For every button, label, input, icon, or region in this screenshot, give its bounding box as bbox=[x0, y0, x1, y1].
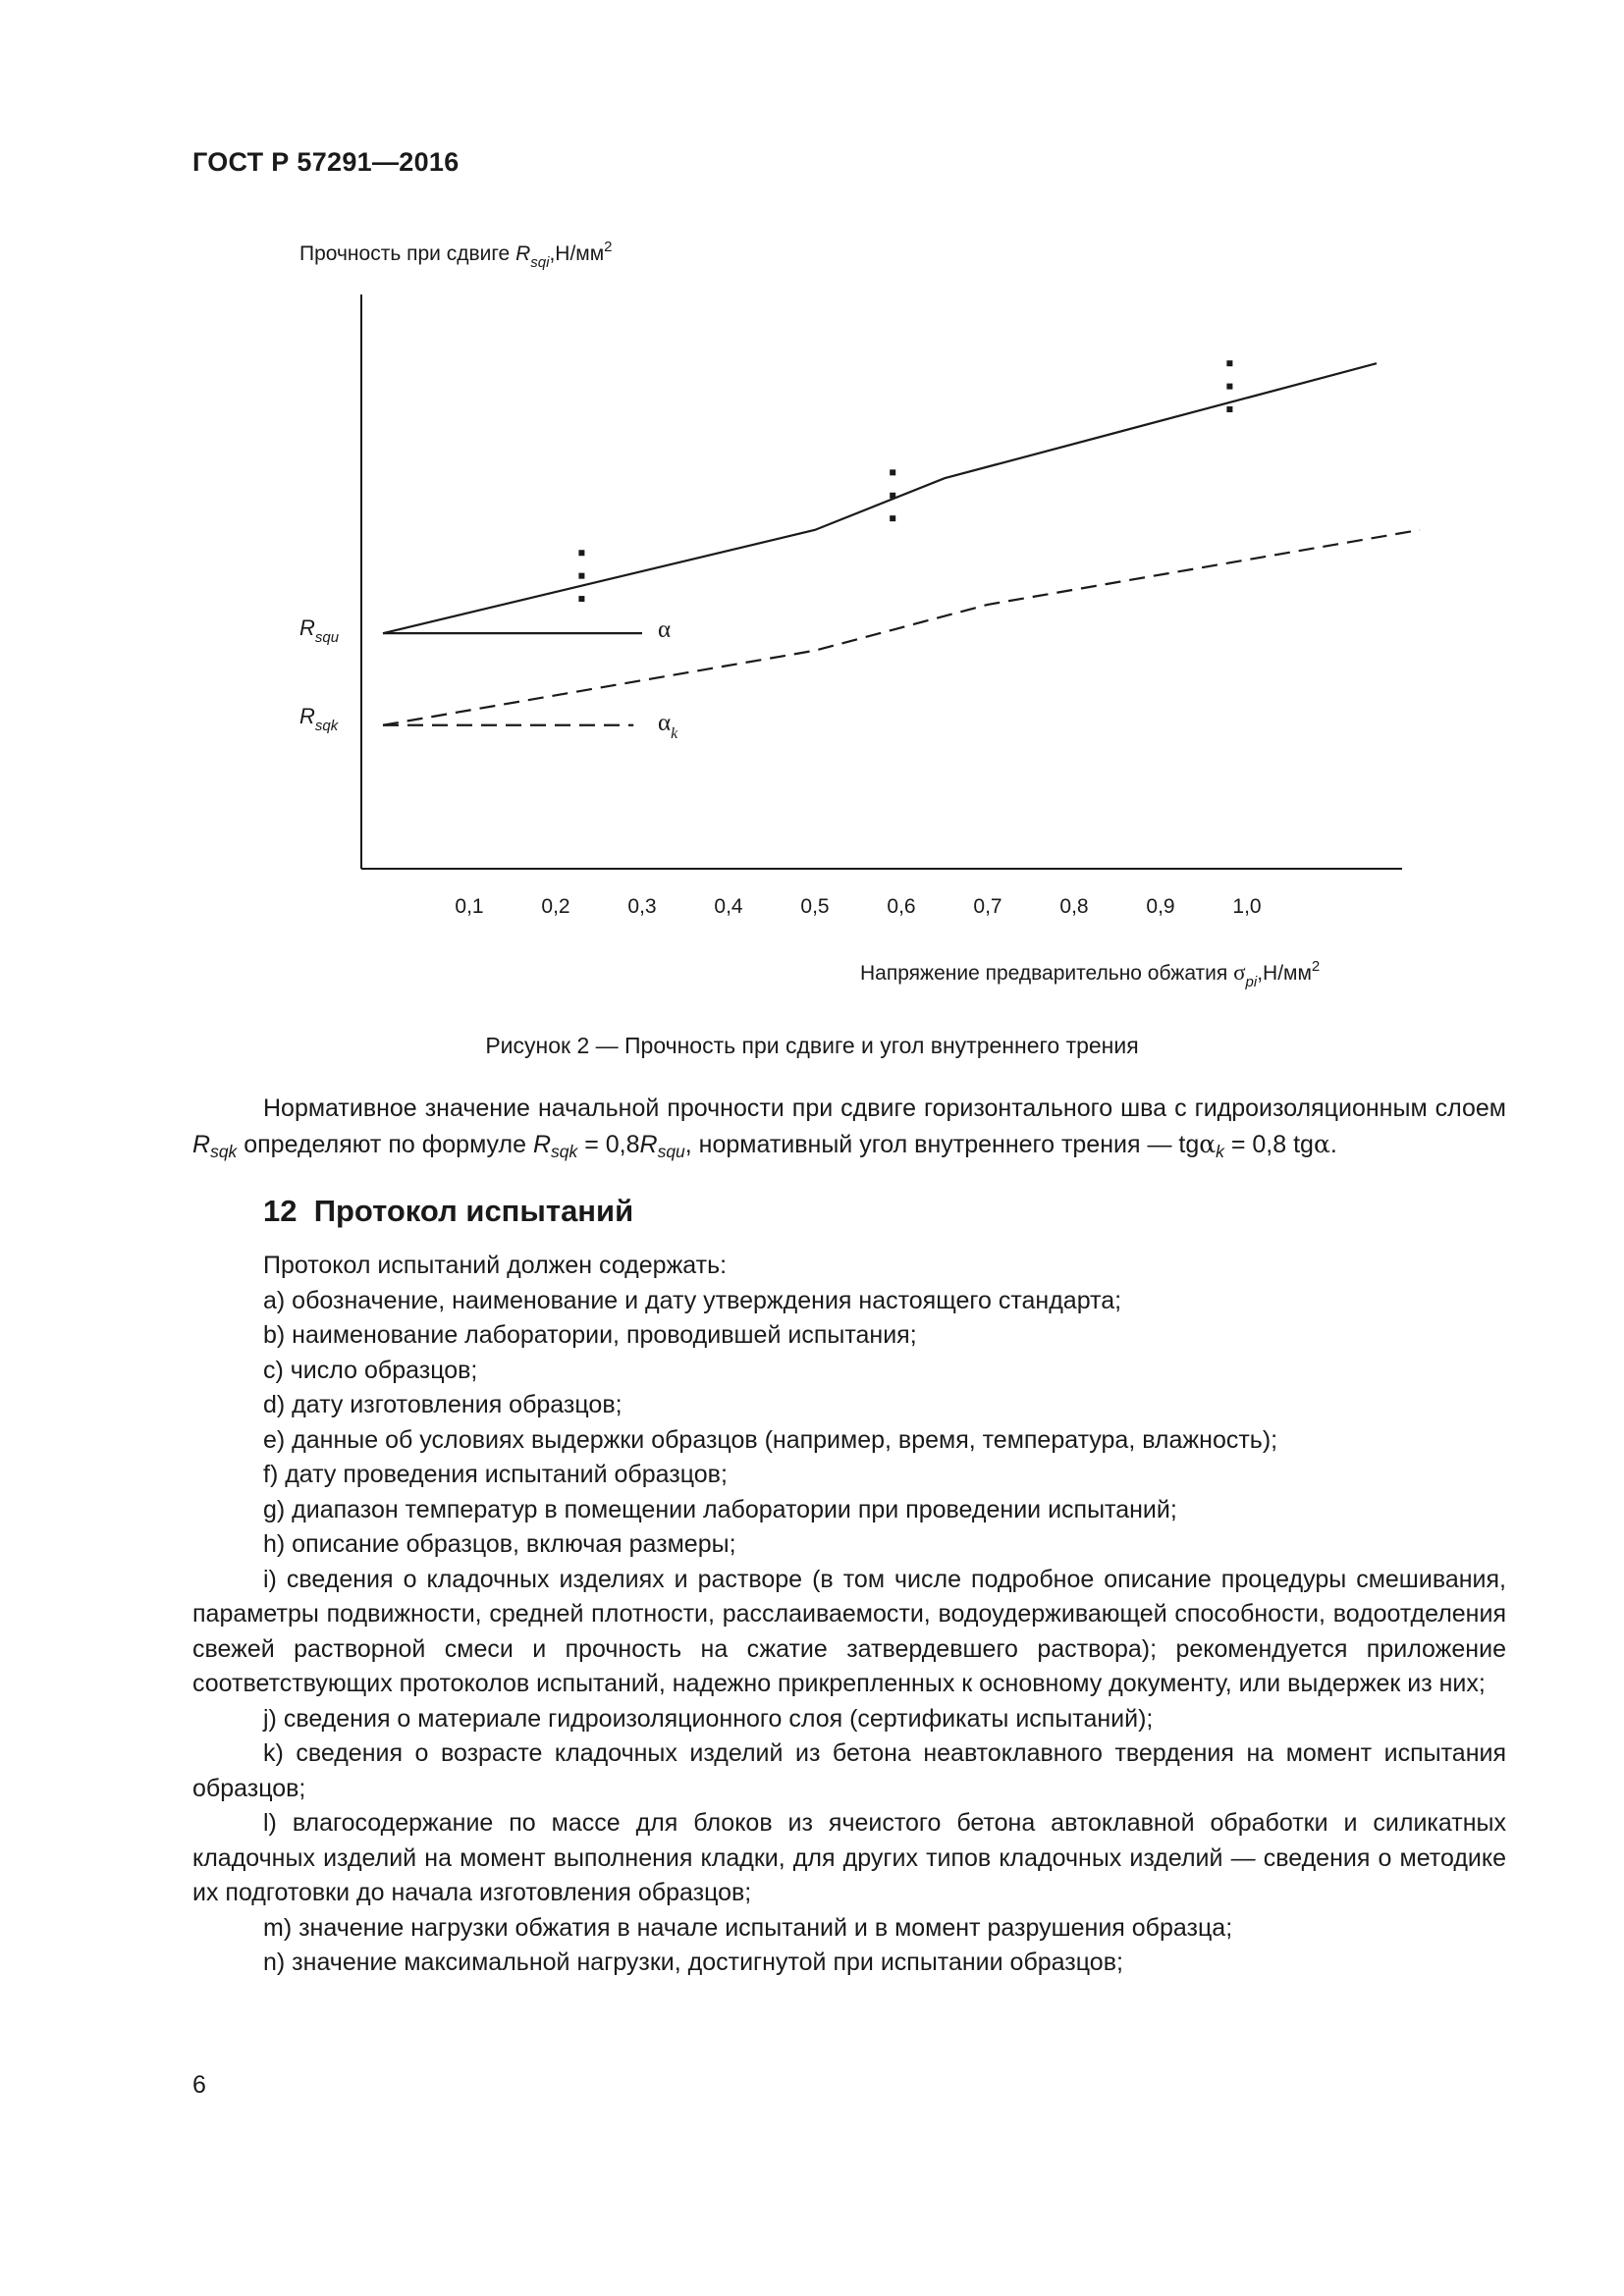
list-item-a: a) обозначение, наименование и дату утверждения настоящего стандарта; bbox=[263, 1286, 1122, 1314]
r-sqk-label: $R_{sqk}$ bbox=[299, 704, 339, 734]
section-title bbox=[263, 1192, 1506, 1231]
x-tick-label: 0,7 bbox=[973, 895, 1002, 918]
x-tick-label: 0,6 bbox=[887, 895, 916, 918]
data-point bbox=[578, 573, 584, 579]
series-line-rsqk bbox=[383, 530, 1420, 725]
figure-chart bbox=[0, 0, 1624, 990]
data-point bbox=[1226, 360, 1232, 366]
figure-caption: Рисунок 2 — Прочность при сдвиге и угол внутреннего трения bbox=[485, 1033, 1139, 1058]
formula-paragraph: Нормативное значение начальной прочности при сдвиге горизонтального шва с гидроизоляционным слоем $R_{sqk}$ определяют по формуле $R_{sqk} = 0,8R_{squ}$, нормативный угол внутреннего трения — tgα$_k$ = 0,8 tgα. bbox=[192, 1095, 1506, 1161]
data-point bbox=[1226, 384, 1232, 390]
list-item-l: l) влагосодержание по массе для блоков из ячеистого бетона автоклавной обработки и силикатных кладочных изделий на момент выполнения кладки, для других типов кладочных изделий — сведения о методике их подготовки до начала изготовления образцов; bbox=[192, 1809, 1506, 1906]
list-item-b: b) наименование лаборатории, проводившей испытания; bbox=[263, 1321, 917, 1349]
list-item-m: m) значение нагрузки обжатия в начале испытаний и в момент разрушения образца; bbox=[263, 1913, 1233, 1942]
x-tick-label: 0,8 bbox=[1059, 895, 1089, 918]
data-point bbox=[578, 550, 584, 556]
section-heading: Протокол испытаний bbox=[313, 1194, 634, 1228]
x-tick-label: 0,5 bbox=[800, 895, 830, 918]
list-item-d: d) дату изготовления образцов; bbox=[263, 1391, 623, 1418]
body-text bbox=[192, 1092, 1506, 1981]
protocol-intro: Протокол испытаний должен содержать: bbox=[263, 1252, 728, 1279]
list-item-k: k) сведения о возрасте кладочных изделий из бетона неавтоклавного твердения на момент испытания образцов; bbox=[192, 1739, 1506, 1802]
data-point bbox=[890, 493, 895, 499]
x-axis-label: Напряжение предварительно обжатия $\sigma_{pi},Н/мм^2$ bbox=[860, 958, 1321, 990]
document-header: ГОСТ Р 57291—2016 bbox=[192, 147, 460, 177]
list-item-e: e) данные об условиях выдержки образцов (например, время, температура, влажность); bbox=[263, 1425, 1278, 1454]
alpha-k-label: $\alpha_k$ bbox=[658, 710, 678, 742]
data-point bbox=[1226, 406, 1232, 412]
x-tick-label: 0,4 bbox=[714, 895, 743, 918]
list-item-g: g) диапазон температур в помещении лаборатории при проведении испытаний; bbox=[263, 1495, 1177, 1523]
list-item-n: n) значение максимальной нагрузки, достигнутой при испытании образцов; bbox=[263, 1949, 1123, 1976]
data-point bbox=[578, 596, 584, 602]
x-tick-label: 0,1 bbox=[455, 895, 484, 918]
list-item-c: c) число образцов; bbox=[263, 1356, 478, 1384]
data-point bbox=[890, 469, 895, 475]
x-tick-label: 1,0 bbox=[1232, 895, 1262, 918]
y-axis-label: Прочность при сдвиге $R_{sqi},Н/мм^2$ bbox=[299, 239, 613, 271]
page-number: 6 bbox=[192, 2071, 206, 2099]
data-point bbox=[890, 515, 895, 521]
r-squ-label: $R_{squ}$ bbox=[299, 615, 340, 646]
x-tick-label: 0,3 bbox=[627, 895, 657, 918]
series-line-rsqu bbox=[383, 363, 1377, 633]
x-tick-label: 0,2 bbox=[541, 895, 570, 918]
list-item-f: f) дату проведения испытаний образцов; bbox=[263, 1461, 728, 1488]
list-item-i: i) сведения о кладочных изделиях и растворе (в том числе подробное описание процедуры смешивания, параметры подвижности, средней плотности, расслаиваемости, водоудерживающей способности, водоотделения свежей растворной смеси и прочность на сжатие затвердевшего раствора); рекомендуется приложение соответствующих протоколов испытаний, надежно прикрепленных к основному документу, или выдержек из них; bbox=[192, 1565, 1506, 1697]
x-tick-label: 0,9 bbox=[1146, 895, 1175, 918]
section-number: 12 bbox=[263, 1194, 298, 1228]
list-item-j: j) сведения о материале гидроизоляционного слоя (сертификаты испытаний); bbox=[263, 1704, 1154, 1733]
alpha-label: α bbox=[658, 616, 672, 643]
list-item-h: h) описание образцов, включая размеры; bbox=[263, 1530, 736, 1558]
